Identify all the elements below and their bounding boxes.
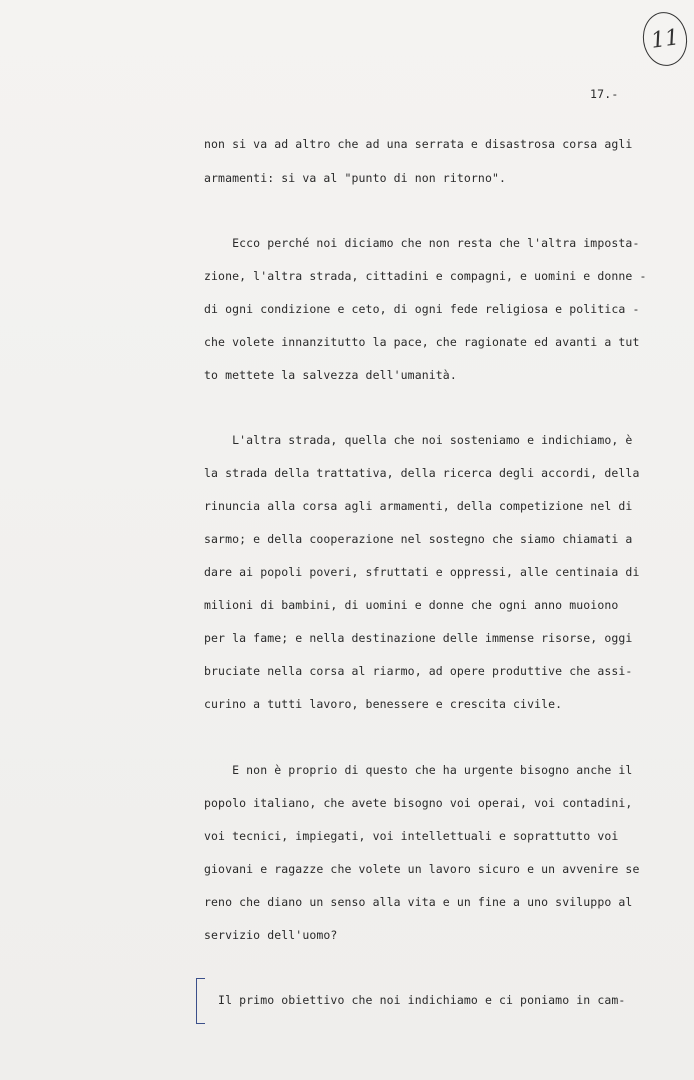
text-line: rinuncia alla corsa agli armamenti, della competizione nel di	[204, 499, 633, 513]
text-line: la strada della trattativa, della ricerca degli accordi, della	[204, 466, 640, 480]
text-line: sarmo; e della cooperazione nel sostegno che siamo chiamati a	[204, 532, 633, 546]
text-line: L'altra strada, quella che noi sosteniamo e indichiamo, è	[204, 433, 633, 447]
page-stamp: 11	[639, 9, 690, 69]
text-line: non si va ad altro che ad una serrata e disastrosa corsa agli	[204, 137, 633, 151]
text-line: bruciate nella corsa al riarmo, ad opere produttive che assi-	[204, 664, 633, 678]
text-line: servizio dell'uomo?	[204, 928, 338, 942]
text-line: popolo italiano, che avete bisogno voi operai, voi contadini,	[204, 796, 633, 810]
text-line: che volete innanzitutto la pace, che ragionate ed avanti a tut	[204, 335, 640, 349]
text-line: di ogni condizione e ceto, di ogni fede religiosa e politica -	[204, 302, 640, 316]
text-line: Ecco perché noi diciamo che non resta che l'altra imposta-	[204, 236, 640, 250]
text-line: dare ai popoli poveri, sfruttati e oppressi, alle centinaia di	[204, 565, 640, 579]
text-line: reno che diano un senso alla vita e un fine a uno sviluppo al	[204, 895, 633, 909]
text-line: voi tecnici, impiegati, voi intellettuali e soprattutto voi	[204, 829, 619, 843]
text-line: E non è proprio di questo che ha urgente bisogno anche il	[204, 763, 633, 777]
text-line: giovani e ragazze che volete un lavoro sicuro e un avvenire se	[204, 862, 640, 876]
text-line: armamenti: si va al "punto di non ritorno".	[204, 171, 507, 185]
page-number: 17.-	[590, 87, 619, 101]
text-line: per la fame; e nella destinazione delle immense risorse, oggi	[204, 631, 633, 645]
text-line: milioni di bambini, di uomini e donne che ogni anno muoiono	[204, 598, 619, 612]
text-line: zione, l'altra strada, cittadini e compagni, e uomini e donne -	[204, 269, 647, 283]
text-line: Il primo obiettivo che noi indichiamo e ci poniamo in cam-	[204, 993, 626, 1007]
text-line: curino a tutti lavoro, benessere e crescita civile.	[204, 697, 563, 711]
text-line: to mettete la salvezza dell'umanità.	[204, 368, 457, 382]
